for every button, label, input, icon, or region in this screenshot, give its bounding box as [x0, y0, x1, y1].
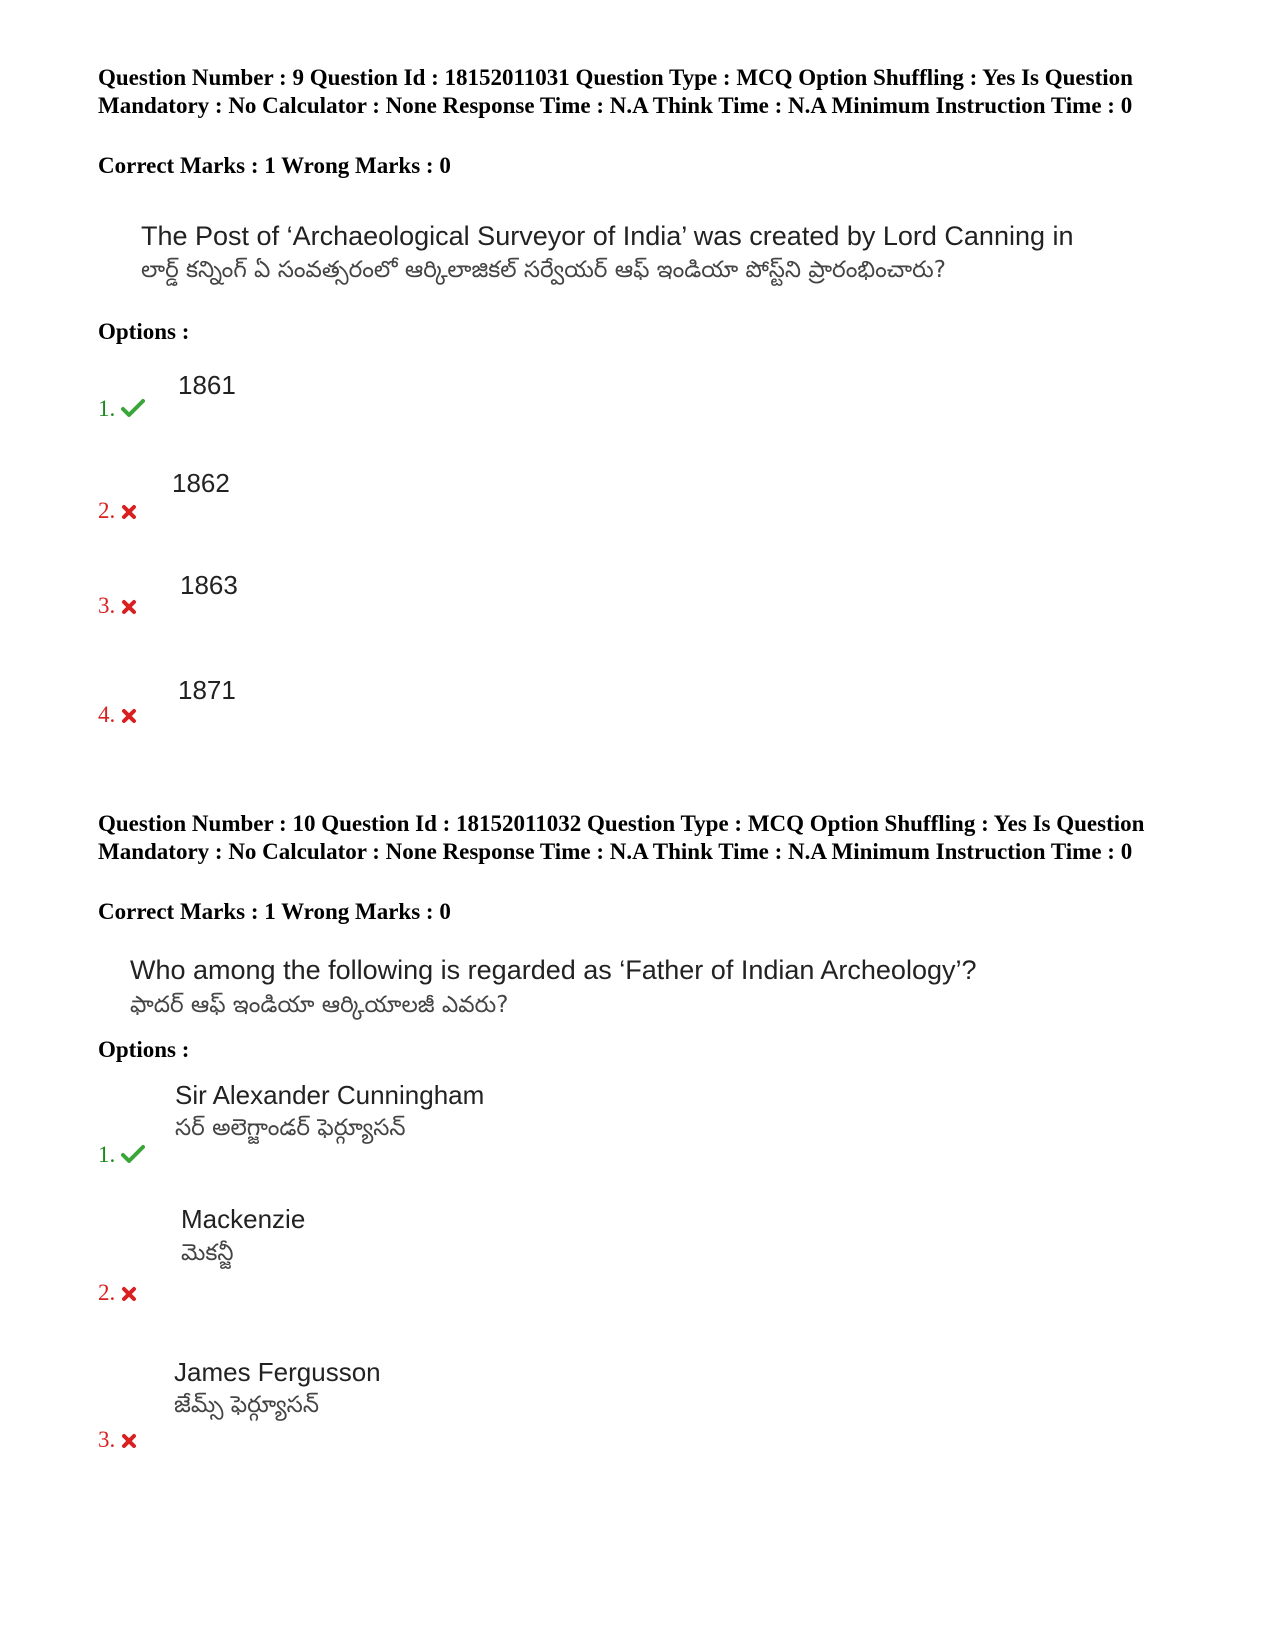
option-number: 2.	[98, 1280, 116, 1305]
question-10-option-2-text-telugu: మెకన్జీ	[181, 1240, 234, 1266]
question-10-option-2-number	[98, 1279, 137, 1309]
option-number: 1.	[98, 396, 116, 421]
option-number: 2.	[98, 498, 116, 523]
cross-mark-icon	[121, 594, 137, 622]
question-9-option-2-text: 1862	[172, 468, 230, 498]
question-9-option-1-text: 1861	[178, 370, 236, 400]
question-10-text-telugu: ఫాదర్ ఆఫ్ ఇండియా ఆర్కియాలజీ ఎవరు?	[130, 992, 509, 1018]
question-10-text-english: Who among the following is regarded as ‘Father of Indian Archeology’?	[130, 955, 977, 985]
question-10-option-3-number	[98, 1426, 137, 1456]
cross-mark-icon	[121, 1281, 137, 1309]
question-9-text-english: The Post of ‘Archaeological Surveyor of India’ was created by Lord Canning in	[141, 221, 1074, 251]
option-number: 3.	[98, 593, 116, 618]
question-10-option-3-text-telugu: జేమ్స్ ఫెర్గ్యూసన్	[174, 1392, 319, 1418]
option-number: 4.	[98, 702, 116, 727]
cross-mark-icon	[121, 499, 137, 527]
question-10-marks: Correct Marks : 1 Wrong Marks : 0	[98, 899, 451, 924]
question-9-option-2-number	[98, 497, 137, 527]
question-9-marks: Correct Marks : 1 Wrong Marks : 0	[98, 153, 451, 178]
question-9-text-telugu: లార్డ్ కన్నింగ్ ఏ సంవత్సరంలో ఆర్కిలాజికల్ సర్వేయర్ ఆఫ్ ఇండియా పోస్ట్‌ని ప్రారంభించారు?	[141, 257, 946, 283]
question-10-options-label: Options :	[98, 1037, 190, 1062]
question-9-option-4-text: 1871	[178, 675, 236, 705]
check-mark-icon	[121, 397, 145, 425]
option-number: 3.	[98, 1427, 116, 1452]
question-10-option-1-text: Sir Alexander Cunningham	[175, 1080, 485, 1110]
cross-mark-icon	[121, 703, 137, 731]
cross-mark-icon	[121, 1428, 137, 1456]
check-mark-icon	[121, 1143, 145, 1171]
question-9-option-4-number	[98, 701, 137, 731]
question-9-option-3-number	[98, 592, 137, 622]
question-9-options-label: Options :	[98, 319, 190, 344]
question-9-option-3-text: 1863	[180, 570, 238, 600]
question-10-option-1-number	[98, 1141, 145, 1171]
question-10-meta: Question Number : 10 Question Id : 18152011032 Question Type : MCQ Option Shuffling : Yes Is Question Mandatory : No Calculator : None Response Time : N.A Think Time : N.A Minimum Instruction Time : 0	[98, 811, 1145, 864]
question-9-option-1-number	[98, 395, 145, 425]
question-10-option-1-text-telugu: సర్ అలెగ్జాండర్ ఫెర్గ్యూసన్	[175, 1115, 406, 1141]
option-number: 1.	[98, 1142, 116, 1167]
question-9-meta: Question Number : 9 Question Id : 18152011031 Question Type : MCQ Option Shuffling : Yes Is Question Mandatory : No Calculator : None Response Time : N.A Think Time : N.A Minimum Instruction Time : 0	[98, 65, 1133, 118]
question-10-option-3-text: James Fergusson	[174, 1357, 381, 1387]
question-10-option-2-text: Mackenzie	[181, 1204, 306, 1234]
